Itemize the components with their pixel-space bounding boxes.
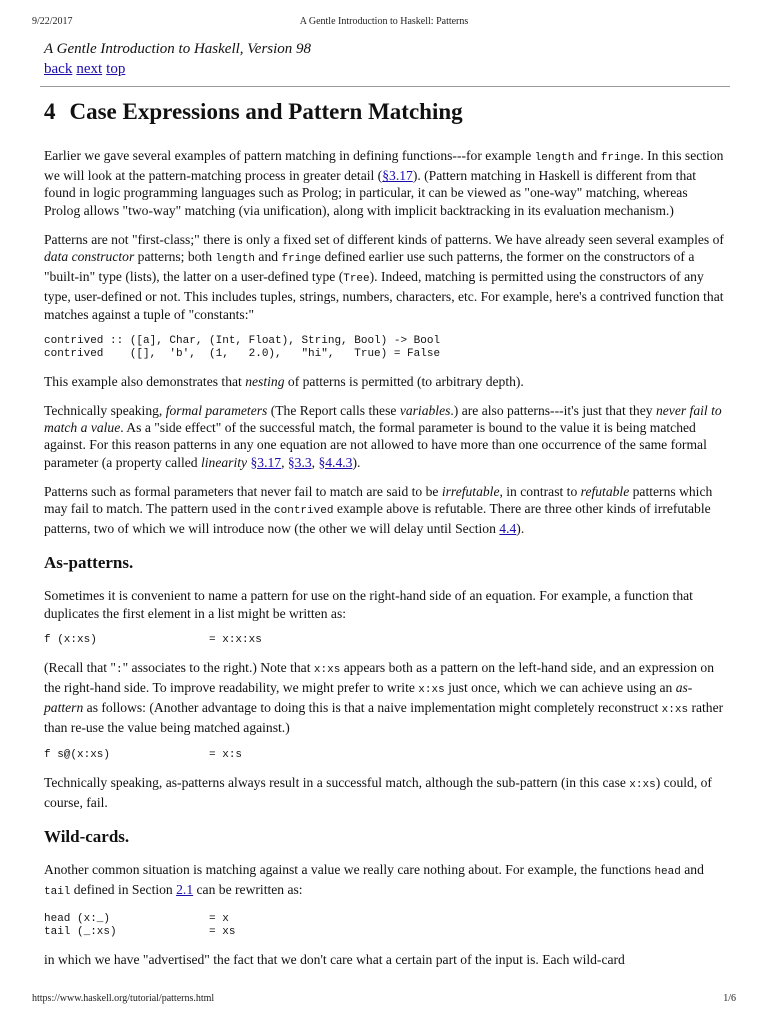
ref-link-2-1[interactable]: 2.1	[176, 882, 194, 898]
code-contrived: contrived	[274, 505, 334, 518]
ref-link-4-4-3[interactable]: §4.4.3	[318, 454, 353, 470]
divider	[40, 86, 730, 87]
page-content	[44, 40, 724, 981]
paragraph-intro: Earlier we gave several examples of pattern matching in defining functions---for example length and fringe. In this section we will look at the pattern-matching process in greater detail (§3.17). (Pattern matching in Haskell is different from that found in logic programming languages such as Prolog; in particular, it can be viewed as "one-way" matching, whereas Prolog allows "two-way" matching (via unification), along with implicit backtracking in its evaluation mechanism.)	[44, 148, 724, 218]
code-tree: Tree	[343, 273, 370, 286]
print-title: A Gentle Introduction to Haskell: Patterns	[299, 16, 469, 27]
print-url: https://www.haskell.org/tutorial/patterns.html	[32, 993, 215, 1004]
code-length: length	[534, 152, 575, 164]
code-block-as-pattern: f s@(x:xs) = x:s	[44, 748, 243, 761]
code-block-duplicate: f (x:xs) = x:x:xs	[44, 633, 262, 646]
section-title: Case Expressions and Pattern Matching	[69, 99, 463, 124]
ref-link-4-4[interactable]: 4.4	[499, 521, 517, 537]
paragraph-wild-advertised: in which we have "advertised" the fact that we don't care what a certain part of the input is. Each wild-card	[44, 952, 625, 968]
back-link[interactable]: back	[44, 61, 73, 77]
paragraph-irrefutable: Patterns such as formal parameters that never fail to match are said to be irrefutable, in contrast to refutable patterns which may fail to match. The pattern used in the contrived example above is refutable. There are three other kinds of irrefutable patterns, two of which we will introduce now (the other we will delay until Section 4.4).	[44, 483, 713, 537]
ref-link-3-3[interactable]: §3.3	[287, 454, 312, 470]
paragraph-as-intro: Sometimes it is convenient to name a pattern for use on the right-hand side of an equation. For example, a function that duplicates the first element in a list might be written as:	[44, 588, 693, 621]
ref-link-3-17[interactable]: §3.17	[382, 168, 413, 184]
print-date: 9/22/2017	[32, 16, 73, 27]
paragraph-wild-intro: Another common situation is matching against a value we really care nothing about. For example, the functions head and tail defined in Section 2.1 can be rewritten as:	[44, 862, 704, 899]
next-link[interactable]: next	[76, 61, 103, 77]
document-title: A Gentle Introduction to Haskell, Version 98	[44, 41, 312, 57]
ref-link-3-17[interactable]: §3.17	[250, 454, 282, 470]
print-header	[32, 16, 736, 27]
heading-as-patterns: As-patterns.	[44, 553, 134, 573]
section-number: 4	[44, 99, 56, 124]
code-length: length	[215, 253, 256, 266]
code-fringe: fringe	[600, 152, 641, 164]
paragraph-nesting: This example also demonstrates that nesting of patterns is permitted (to arbitrary depth).	[44, 373, 524, 389]
print-footer	[32, 993, 736, 1004]
heading-wild-cards: Wild-cards.	[44, 827, 130, 847]
code-block-head-tail: head (x:_) = x tail (_:xs) = xs	[44, 913, 236, 939]
code-fringe: fringe	[281, 253, 322, 266]
top-link[interactable]: top	[106, 61, 126, 77]
paragraph-as-success: Technically speaking, as-patterns always result in a successful match, although the sub-pattern (in this case x:xs) could, of course, fail.	[44, 774, 712, 810]
navigation-links	[44, 60, 724, 78]
page-number: 1/6	[723, 993, 736, 1004]
code-block-contrived: contrived :: ([a], Char, (Int, Float), String, Bool) -> Bool contrived ([], 'b', (1, 2.0), "hi", True) = False	[44, 334, 441, 360]
paragraph-as-recall: (Recall that ":" associates to the right.) Note that x:xs appears both as a pattern on the left-hand side, and an expression on the right-hand side. To improve readability, we might prefer to write x:xs just once, which we can achieve using an as-pattern as follows: (Another advantage to doing this is that a naive implementation might completely reconstruct x:xs rather than re-use the value being matched against.)	[44, 659, 724, 736]
section-heading	[44, 99, 724, 125]
paragraph-patterns: Patterns are not "first-class;" there is only a fixed set of different kinds of patterns. We have already seen several examples of data constructor patterns; both length and fringe defined earlier use such patterns, the former on the constructors of a "built-in" type (lists), the latter on a user-defined type (Tree). Indeed, matching is permitted using the constructors of any type, user-defined or not. This includes tuples, strings, numbers, characters, etc. For example, here's a contrived function that matches against a tuple of "constants:"	[44, 231, 724, 322]
paragraph-formal-parameters: Technically speaking, formal parameters (The Report calls these variables.) are also patterns---it's just that they never fail to match a value. As a "side effect" of the successful match, the formal parameter is bound to the value it is being matched against. For this reason patterns in any one equation are not allowed to have more than one occurrence of the same formal parameter (a property called linearity §3.17, §3.3, §4.4.3).	[44, 403, 722, 470]
